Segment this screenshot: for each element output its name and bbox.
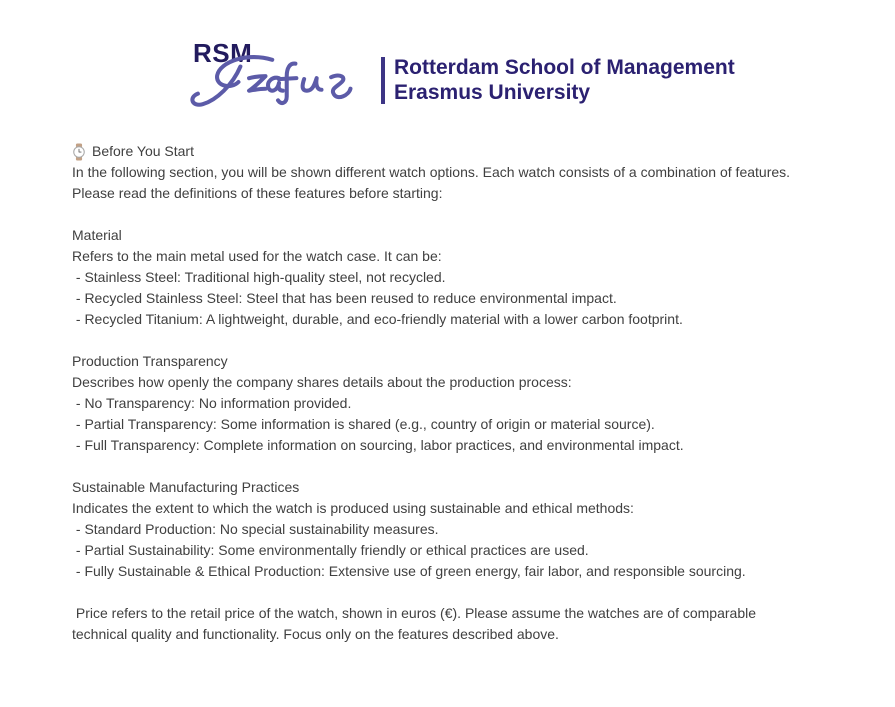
blank-line: [72, 456, 862, 477]
erasmus-signature-icon: [186, 54, 372, 110]
price-note-line-1: Price refers to the retail price of the watch, shown in euros (€). Please assume the watches are of comparable: [72, 605, 756, 621]
transparency-item-3: - Full Transparency: Complete information on sourcing, labor practices, and environmental impact.: [72, 437, 684, 453]
logo-school-name: Rotterdam School of Management: [394, 56, 735, 79]
blank-line: [72, 204, 862, 225]
rsm-wordmark: RSM: [193, 38, 253, 68]
transparency-title: Production Transparency: [72, 353, 228, 369]
sustainability-item-3: - Fully Sustainable & Ethical Production: Extensive use of green energy, fair labor, and responsible sourcing.: [72, 563, 746, 579]
intro-line-2: Please read the definitions of these features before starting:: [72, 185, 443, 201]
intro-line-1: In the following section, you will be shown different watch options. Each watch consists of a combination of features.: [72, 164, 791, 180]
logo-divider: [381, 57, 385, 104]
sustainability-item-2: - Partial Sustainability: Some environmentally friendly or ethical practices are used.: [72, 542, 589, 558]
material-item-1: - Stainless Steel: Traditional high-quality steel, not recycled.: [72, 269, 446, 285]
material-description: Refers to the main metal used for the watch case. It can be:: [72, 248, 442, 264]
sustainability-title: Sustainable Manufacturing Practices: [72, 479, 300, 495]
sustainability-description: Indicates the extent to which the watch is produced using sustainable and ethical methods:: [72, 500, 634, 516]
transparency-item-2: - Partial Transparency: Some information is shared (e.g., country of origin or material source).: [72, 416, 655, 432]
watch-emoji-icon: [72, 143, 86, 161]
logo-university-name: Erasmus University: [394, 81, 591, 104]
price-note-line-2: technical quality and functionality. Focus only on the features described above.: [72, 626, 559, 642]
material-item-3: - Recycled Titanium: A lightweight, durable, and eco-friendly material with a lower carbon footprint.: [72, 311, 683, 327]
heading-label: Before You Start: [92, 143, 194, 159]
rsm-erasmus-logo: [183, 32, 743, 114]
transparency-description: Describes how openly the company shares details about the production process:: [72, 374, 572, 390]
instructions-text-block: [72, 141, 862, 645]
before-you-start-heading: [72, 141, 862, 162]
transparency-item-1: - No Transparency: No information provided.: [72, 395, 352, 411]
sustainability-item-1: - Standard Production: No special sustainability measures.: [72, 521, 439, 537]
material-item-2: - Recycled Stainless Steel: Steel that has been reused to reduce environmental impact.: [72, 290, 617, 306]
logo-text-block: [394, 55, 735, 105]
blank-line: [72, 330, 862, 351]
material-title: Material: [72, 227, 122, 243]
blank-line: [72, 582, 862, 603]
